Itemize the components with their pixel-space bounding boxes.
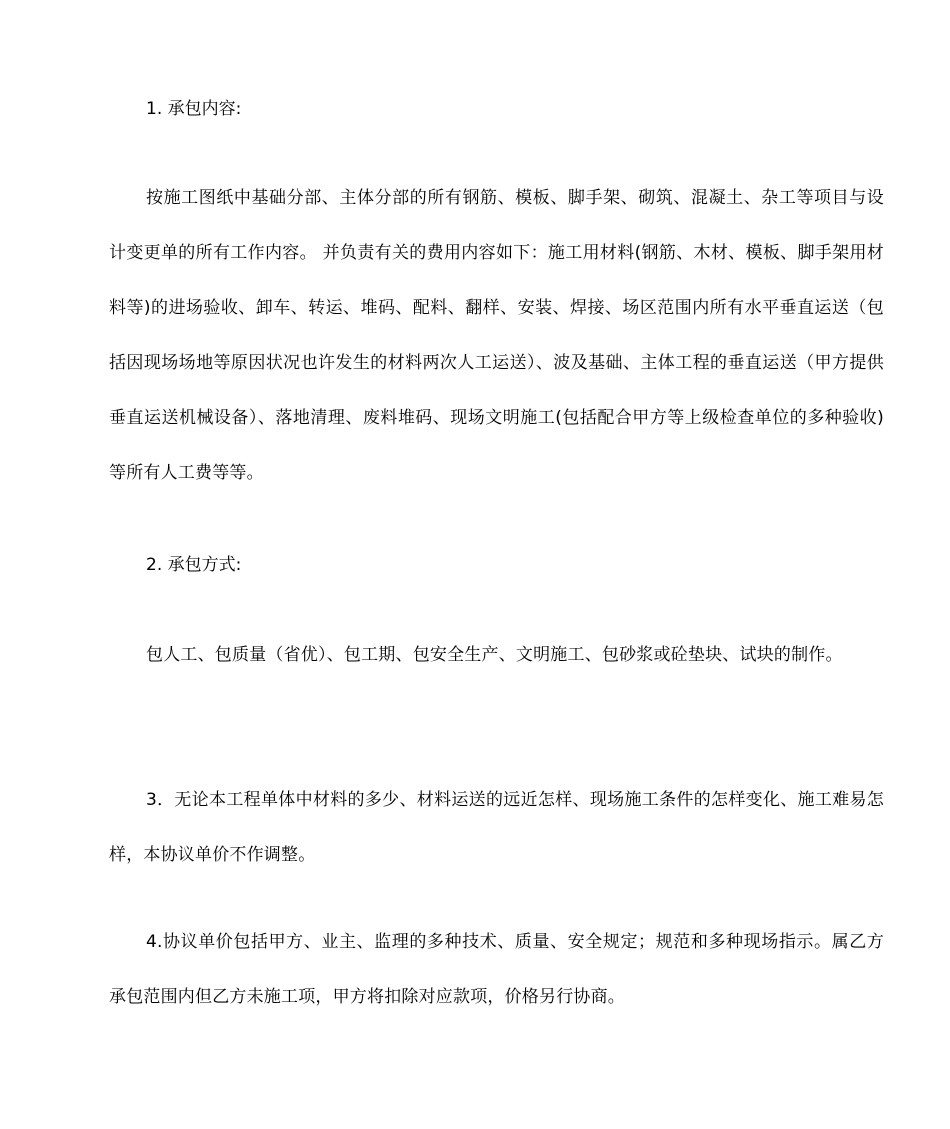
section-heading-method: 2. 承包方式: [146, 555, 242, 575]
clause-4-price-inclusion: 4.协议单价包括甲方、业主、监理的多种技术、质量、安全规定；规范和多种现场指示。属乙方承包范围内但乙方未施工项，甲方将扣除对应款项，价格另行协商。 [109, 932, 884, 1007]
section-heading-scope: 1. 承包内容: [146, 99, 242, 119]
clause-3-price-adjustment: 3．无论本工程单体中材料的多少、材料运送的远近怎样、现场施工条件的怎样变化、施工难易怎样，本协议单价不作调整。 [109, 790, 884, 865]
section-body-scope: 按施工图纸中基础分部、主体分部的所有钢筋、模板、脚手架、砌筑、混凝土、杂工等项目与设计变更单的所有工作内容。 并负责有关的费用内容如下：施工用材料(钢筋、木材、模板、脚手架用材料等)的进场验收、卸车、转运、堆码、配料、翻样、安装、焊接、场区范围内所有水平垂直运送（包括因现场场地等原因状况也许发生的材料两次人工运送）、波及基础、主体工程的垂直运送（甲方提供垂直运送机械设备）、落地清理、废料堆码、现场文明施工(包括配合甲方等上级检查单位的多种验收)等所有人工费等等。 [109, 188, 884, 483]
section-body-method: 包人工、包质量（省优）、包工期、包安全生产、文明施工、包砂浆或砼垫块、试块的制作。 [146, 645, 843, 665]
